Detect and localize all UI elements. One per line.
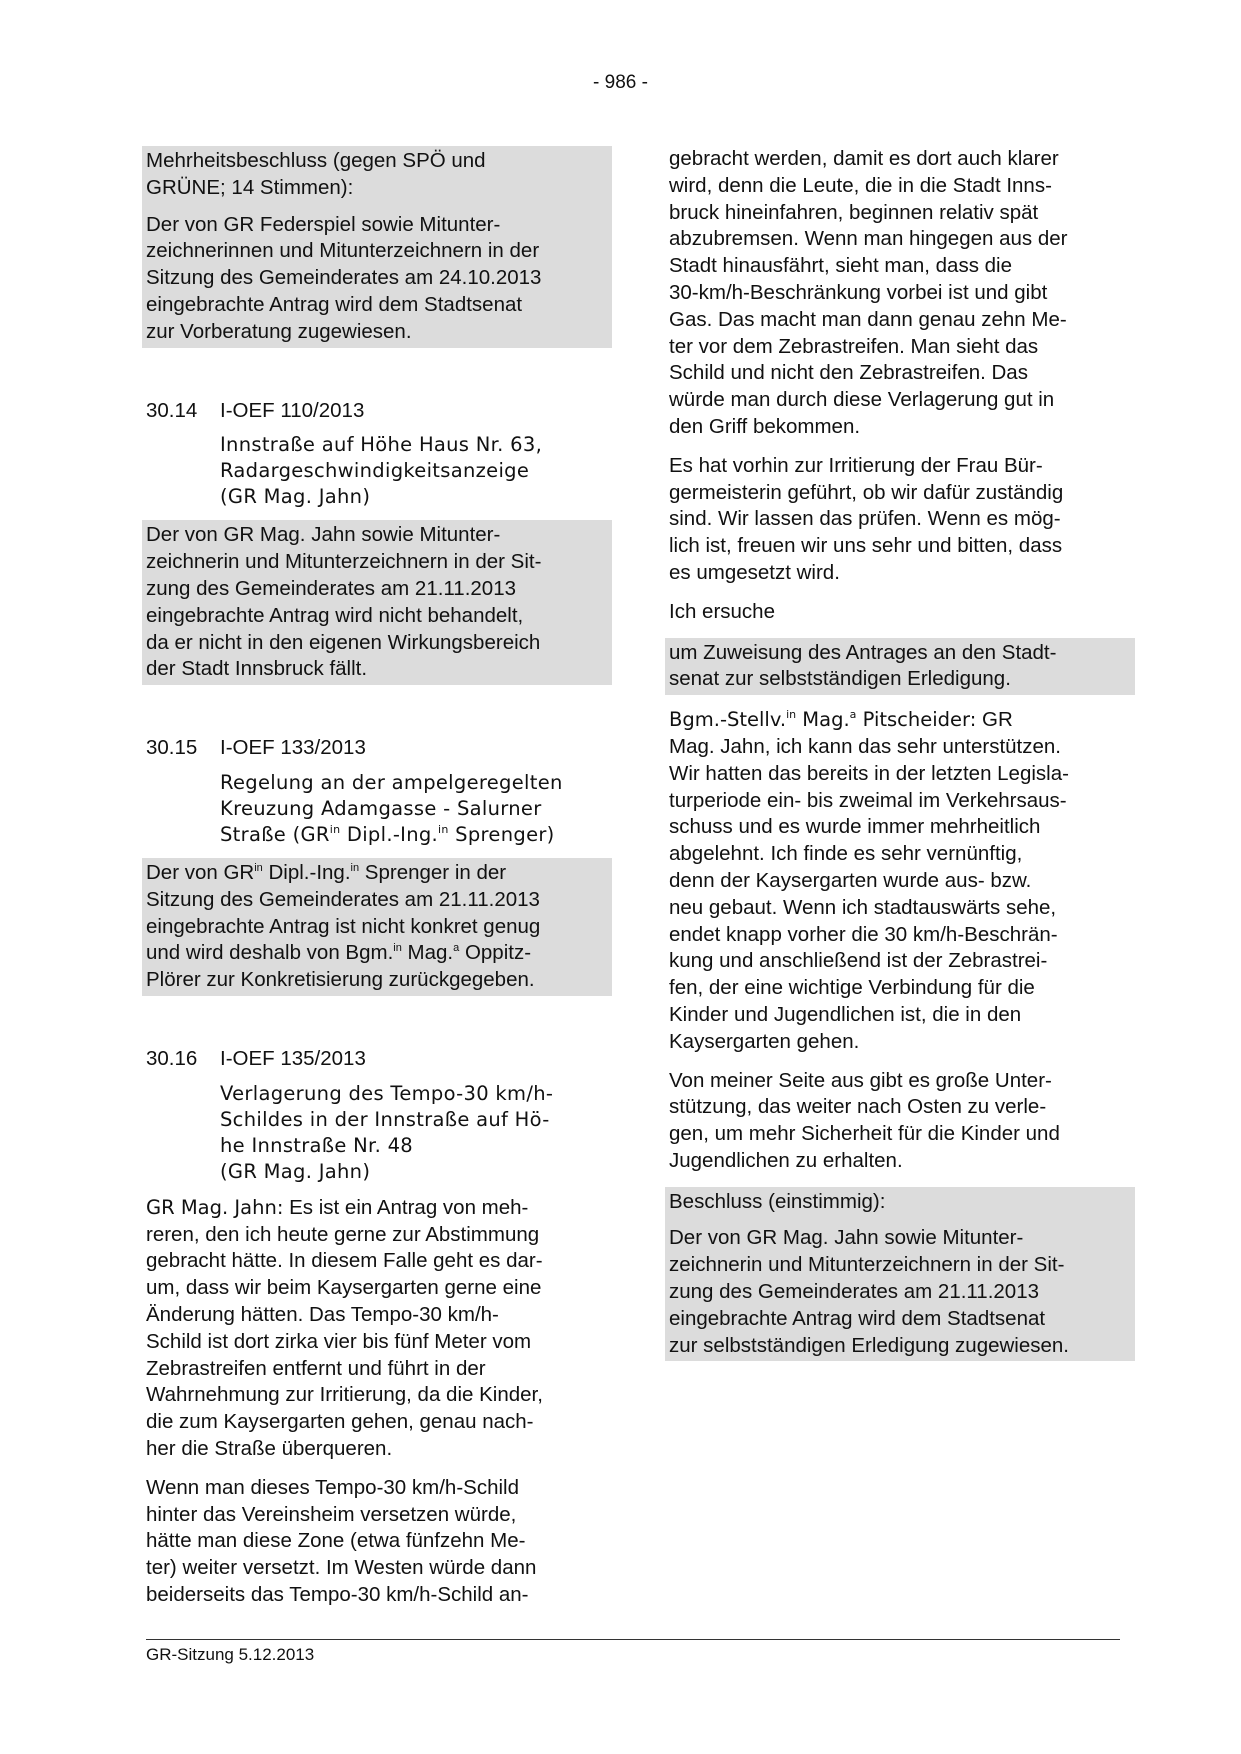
agenda-item-heading-30-16 [146, 1046, 608, 1073]
speech-paragraph: Von meiner Seite aus gibt es große Unter- stützung, das weiter nach Osten zu verle- gen, um mehr Sicherheit für die Kinder und Jugendlichen zu erhalten. [669, 1068, 1060, 1172]
item-number: 30.14 [146, 398, 198, 422]
request-block: um Zuweisung des Antrages an den Stadt- senat zur selbstständigen Erledigung. [665, 638, 1135, 696]
footer-text: GR-Sitzung 5.12.2013 [146, 1645, 315, 1664]
decision-heading: Beschluss (einstimmig): [669, 1189, 886, 1213]
item-code: I-OEF 133/2013 [220, 736, 366, 760]
agenda-item-heading-30-15 [146, 735, 608, 762]
page-number: - 986 - [593, 72, 648, 93]
item-title: Regelung an der ampelgeregelten Kreuzung Adamgasse - Salurner Straße ($GR^{in}$ Dipl.-Ing.$^{in}$ Sprenger) [220, 770, 563, 846]
resolution-text: Der von GR Federspiel sowie Mitunter- zeichnerinnen und Mitunterzeichnern in der Sitzung des Gemeinderates am 24.10.2013 eingebrachte Antrag wird dem Stadtsenat zur Vorberatung zugewiesen. [146, 212, 542, 343]
speech-paragraph: Wenn man dieses Tempo-30 km/h-Schild hinter das Vereinsheim versetzen würde, hätte man diese Zone (etwa fünfzehn Me- ter) weiter versetzt. Im Westen würde dann beiderseits das Tempo-30 km/h-Schild an- [146, 1475, 537, 1606]
speech-paragraph: Ich ersuche [669, 599, 775, 623]
speaker-name: Bgm.-Stellv.$^{in}$ Mag.$^a$ Pitscheider: [669, 708, 977, 732]
right-column [669, 146, 1131, 1373]
resolution-heading: Mehrheitsbeschluss (gegen SPÖ und GRÜNE; 14 Stimmen): [146, 149, 486, 199]
decision-block-30-14: Der von GR Mag. Jahn sowie Mitunter- zeichnerin und Mitunterzeichnern in der Sit- zung des Gemeinderates am 21.11.2013 eingebrachte Antrag wird nicht behandelt, da er nicht in den eigenen Wirkungsbereich der Stadt Innsbruck fällt. [142, 520, 612, 685]
decision-block-30-16 [665, 1187, 1135, 1362]
speaker-name: GR Mag. Jahn: [146, 1195, 284, 1219]
agenda-item-heading-30-14 [146, 398, 608, 425]
item-number: 30.15 [146, 736, 198, 760]
item-title: Verlagerung des Tempo-30 km/h- Schildes in der Innstraße auf Hö- he Innstraße Nr. 48 (GR Mag. Jahn) [220, 1081, 554, 1183]
item-number: 30.16 [146, 1046, 198, 1070]
speech-paragraph: Bgm.-Stellv.$^{in}$ Mag.$^a$ Pitscheider: GR Mag. Jahn, ich kann das sehr unterstützen. Wir hatten das bereits in der letzten Legisla- turperiode ein- bis zweimal im Verkehrsaus- schuss und es wurde immer mehrheitlich abgelehnt. Ich finde es sehr vernünftig, denn der Kaysergarten wurde aus- bzw. neu gebaut. Wenn ich stadtauswärts sehe, endet knapp vorher die 30 km/h-Beschrän- kung und anschließend ist der Zebrastrei- fen, der eine wichtige Verbindung für die Kinder und Jugendlichen ist, die in den Kaysergarten gehen. [669, 708, 1069, 1053]
speech-paragraph: GR Mag. Jahn: Es ist ein Antrag von meh- reren, den ich heute gerne zur Abstimmung gebracht hätte. In diesem Falle geht es dar- um, dass wir beim Kaysergarten gerne eine Änderung hätten. Das Tempo-30 km/h- Schild ist dort zirka vier bis fünf Meter vom Zebrastreifen entfernt und führt in der Wahrnehmung zur Irritierung, da die Kinder, die zum Kaysergarten gehen, genau nach- her die Straße überqueren. [146, 1195, 543, 1460]
item-title: Innstraße auf Höhe Haus Nr. 63, Radargeschwindigkeitsanzeige (GR Mag. Jahn) [220, 433, 543, 509]
item-code: I-OEF 110/2013 [220, 398, 365, 422]
footer-divider [146, 1639, 1120, 1640]
resolution-block-1 [142, 146, 612, 348]
left-column [146, 146, 608, 1621]
decision-block-30-15: Der von $GR^{in}$ Dipl.-Ing.$^{in}$ Sprenger in der Sitzung des Gemeinderates am 21.11.2013 eingebrachte Antrag ist nicht konkret genug und wird deshalb von Bgm.$^{in}$ Mag.$^a$ Oppitz- Plörer zur Konkretisierung zurückgegeben. [142, 858, 612, 996]
speech-paragraph: Es hat vorhin zur Irritierung der Frau Bür- germeisterin geführt, ob wir dafür zuständig sind. Wir lassen das prüfen. Wenn es mög- lich ist, freuen wir uns sehr und bitten, dass es umgesetzt wird. [669, 453, 1064, 584]
decision-text: Der von GR Mag. Jahn sowie Mitunter- zeichnerin und Mitunterzeichnern in der Sit- zung des Gemeinderates am 21.11.2013 eingebrachte Antrag wird dem Stadtsenat zur selbstständigen Erledigung zugewiesen. [669, 1226, 1070, 1357]
item-code: I-OEF 135/2013 [220, 1046, 366, 1070]
speech-paragraph: gebracht werden, damit es dort auch klarer wird, denn die Leute, die in die Stadt Inns- bruck hineinfahren, beginnen relativ spät abzubremsen. Wenn man hingegen aus der Stadt hinausfährt, sieht man, dass die 30-km/h-Beschränkung vorbei ist und gibt Gas. Das macht man dann genau zehn Me- ter vor dem Zebrastreifen. Man sieht das Schild und nicht den Zebrastreifen. Das würde man durch diese Verlagerung gut in den Griff bekommen. [669, 147, 1068, 438]
